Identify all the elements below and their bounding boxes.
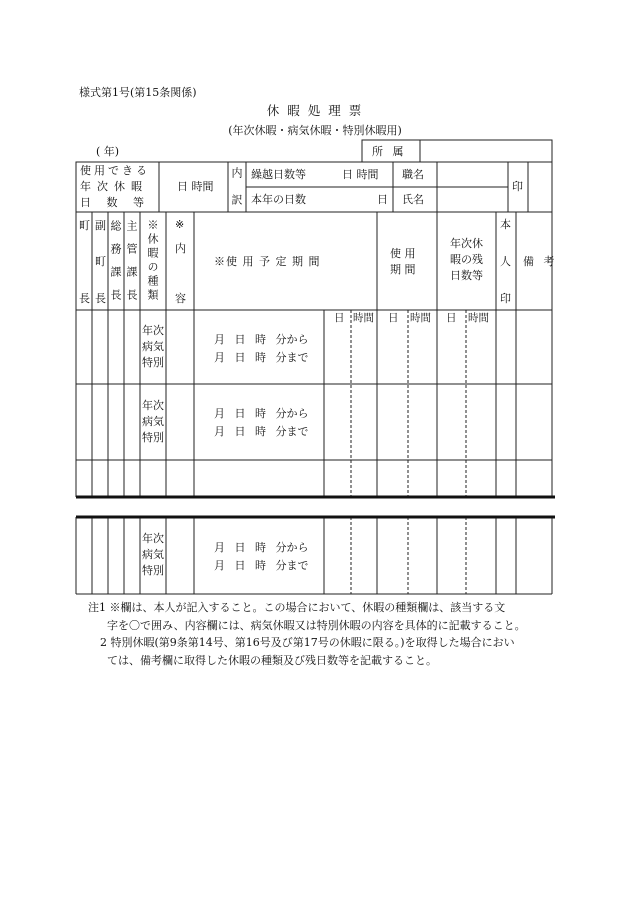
person-seal-header-1: 本 (500, 218, 511, 231)
town-chief-header: 町 (79, 219, 90, 232)
note1-line1: 注1 ※欄は、本人が記入すること。この場合において、休暇の種類欄は、該当する文 (88, 601, 506, 614)
usable-days-line2: 年次休暇 (80, 180, 148, 193)
kind-annual: 年次 (142, 324, 164, 337)
unit-day-planned: 日 (334, 312, 345, 324)
job-title-label: 職名 (402, 168, 424, 181)
person-seal-header-2: 人 (500, 255, 511, 268)
planned-period-header: ※使 用 予 定 期 間 (214, 255, 321, 268)
unit-hour-planned: 時間 (353, 312, 374, 324)
note1-line2: 字を〇で囲み、内容欄には、病気休暇又は特別休暇の内容を具体的に記載すること。 (107, 619, 526, 632)
content-header-mid: 内 (175, 242, 186, 255)
kind-special: 特別 (142, 431, 164, 444)
from-time: 月 日 時 分から (214, 407, 309, 420)
to-time: 月 日 時 分まで (214, 351, 309, 364)
year-label: ( 年) (96, 145, 120, 158)
usable-days-line3: 日 数 等 (80, 196, 150, 209)
unit-day-used: 日 (388, 312, 399, 324)
name-label: 氏名 (402, 193, 424, 206)
person-seal-header-3: 印 (500, 292, 511, 305)
unit-day-remaining: 日 (446, 312, 457, 324)
carried-over-unit: 日 時間 (342, 168, 379, 181)
deputy-chief-header-mid: 町 (95, 255, 106, 268)
content-header-top: ※ (175, 218, 185, 231)
unit-hour-used: 時間 (410, 312, 431, 324)
from-time: 月 日 時 分から (214, 541, 309, 554)
usable-days-line1: 使用できる (80, 164, 150, 177)
kind-annual: 年次 (142, 399, 164, 412)
time-range-row2 (214, 405, 309, 441)
deputy-chief-header: 副 (95, 219, 106, 232)
form-title: 休 暇 処 理 票 (266, 103, 364, 118)
unit-hour-remaining: 時間 (468, 312, 489, 324)
kind-sick: 病気 (142, 548, 164, 561)
manager-header: 主管課長 (125, 220, 138, 312)
this-year-unit: 日 (377, 193, 388, 206)
affiliation-label: 所 属 (372, 145, 407, 158)
carried-over-label: 繰越日数等 (251, 168, 306, 181)
time-range-row4 (214, 539, 309, 575)
leave-kinds-row2 (142, 398, 164, 446)
to-time: 月 日 時 分まで (214, 559, 309, 572)
leave-kinds-row4 (142, 531, 164, 579)
leave-kinds-row1 (142, 323, 164, 371)
note2-line1: 2 特別休暇(第9条第14号、第16号及び第17号の休暇に限る。)を取得した場合におい (100, 636, 515, 649)
used-period-header-1: 使 用 (390, 247, 416, 260)
from-time: 月 日 時 分から (214, 333, 309, 346)
time-range-row1 (214, 331, 309, 367)
kind-special: 特別 (142, 356, 164, 369)
town-chief-header-bottom: 長 (79, 292, 90, 305)
form-number-label: 様式第1号(第15条関係) (79, 86, 197, 99)
to-time: 月 日 時 分まで (214, 425, 309, 438)
remaining-header-line1: 年次休 (450, 237, 483, 250)
content-header-bottom: 容 (175, 292, 186, 305)
remarks-header: 備 考 (523, 255, 558, 268)
remaining-header-line3: 日数等 (450, 269, 483, 282)
form-subtitle: (年次休暇・病気休暇・特別休暇用) (228, 124, 402, 137)
kind-special: 特別 (142, 564, 164, 577)
this-year-label: 本年の日数 (251, 193, 306, 206)
remaining-header-line2: 暇の残 (450, 253, 483, 266)
used-period-header-2: 期 間 (390, 263, 416, 276)
kind-sick: 病気 (142, 415, 164, 428)
leave-type-header: ※休暇の種類 (146, 219, 159, 303)
note2-line2: ては、備考欄に取得した休暇の種類及び残日数等を記載すること。 (107, 654, 437, 667)
general-affairs-chief-header: 総務課長 (109, 220, 122, 312)
deputy-chief-header-bottom: 長 (95, 292, 106, 305)
kind-annual: 年次 (142, 532, 164, 545)
usable-days-unit: 日 時間 (177, 180, 214, 193)
breakdown-label: 内訳 (230, 167, 243, 221)
kind-sick: 病気 (142, 340, 164, 353)
seal-label: 印 (512, 180, 523, 193)
